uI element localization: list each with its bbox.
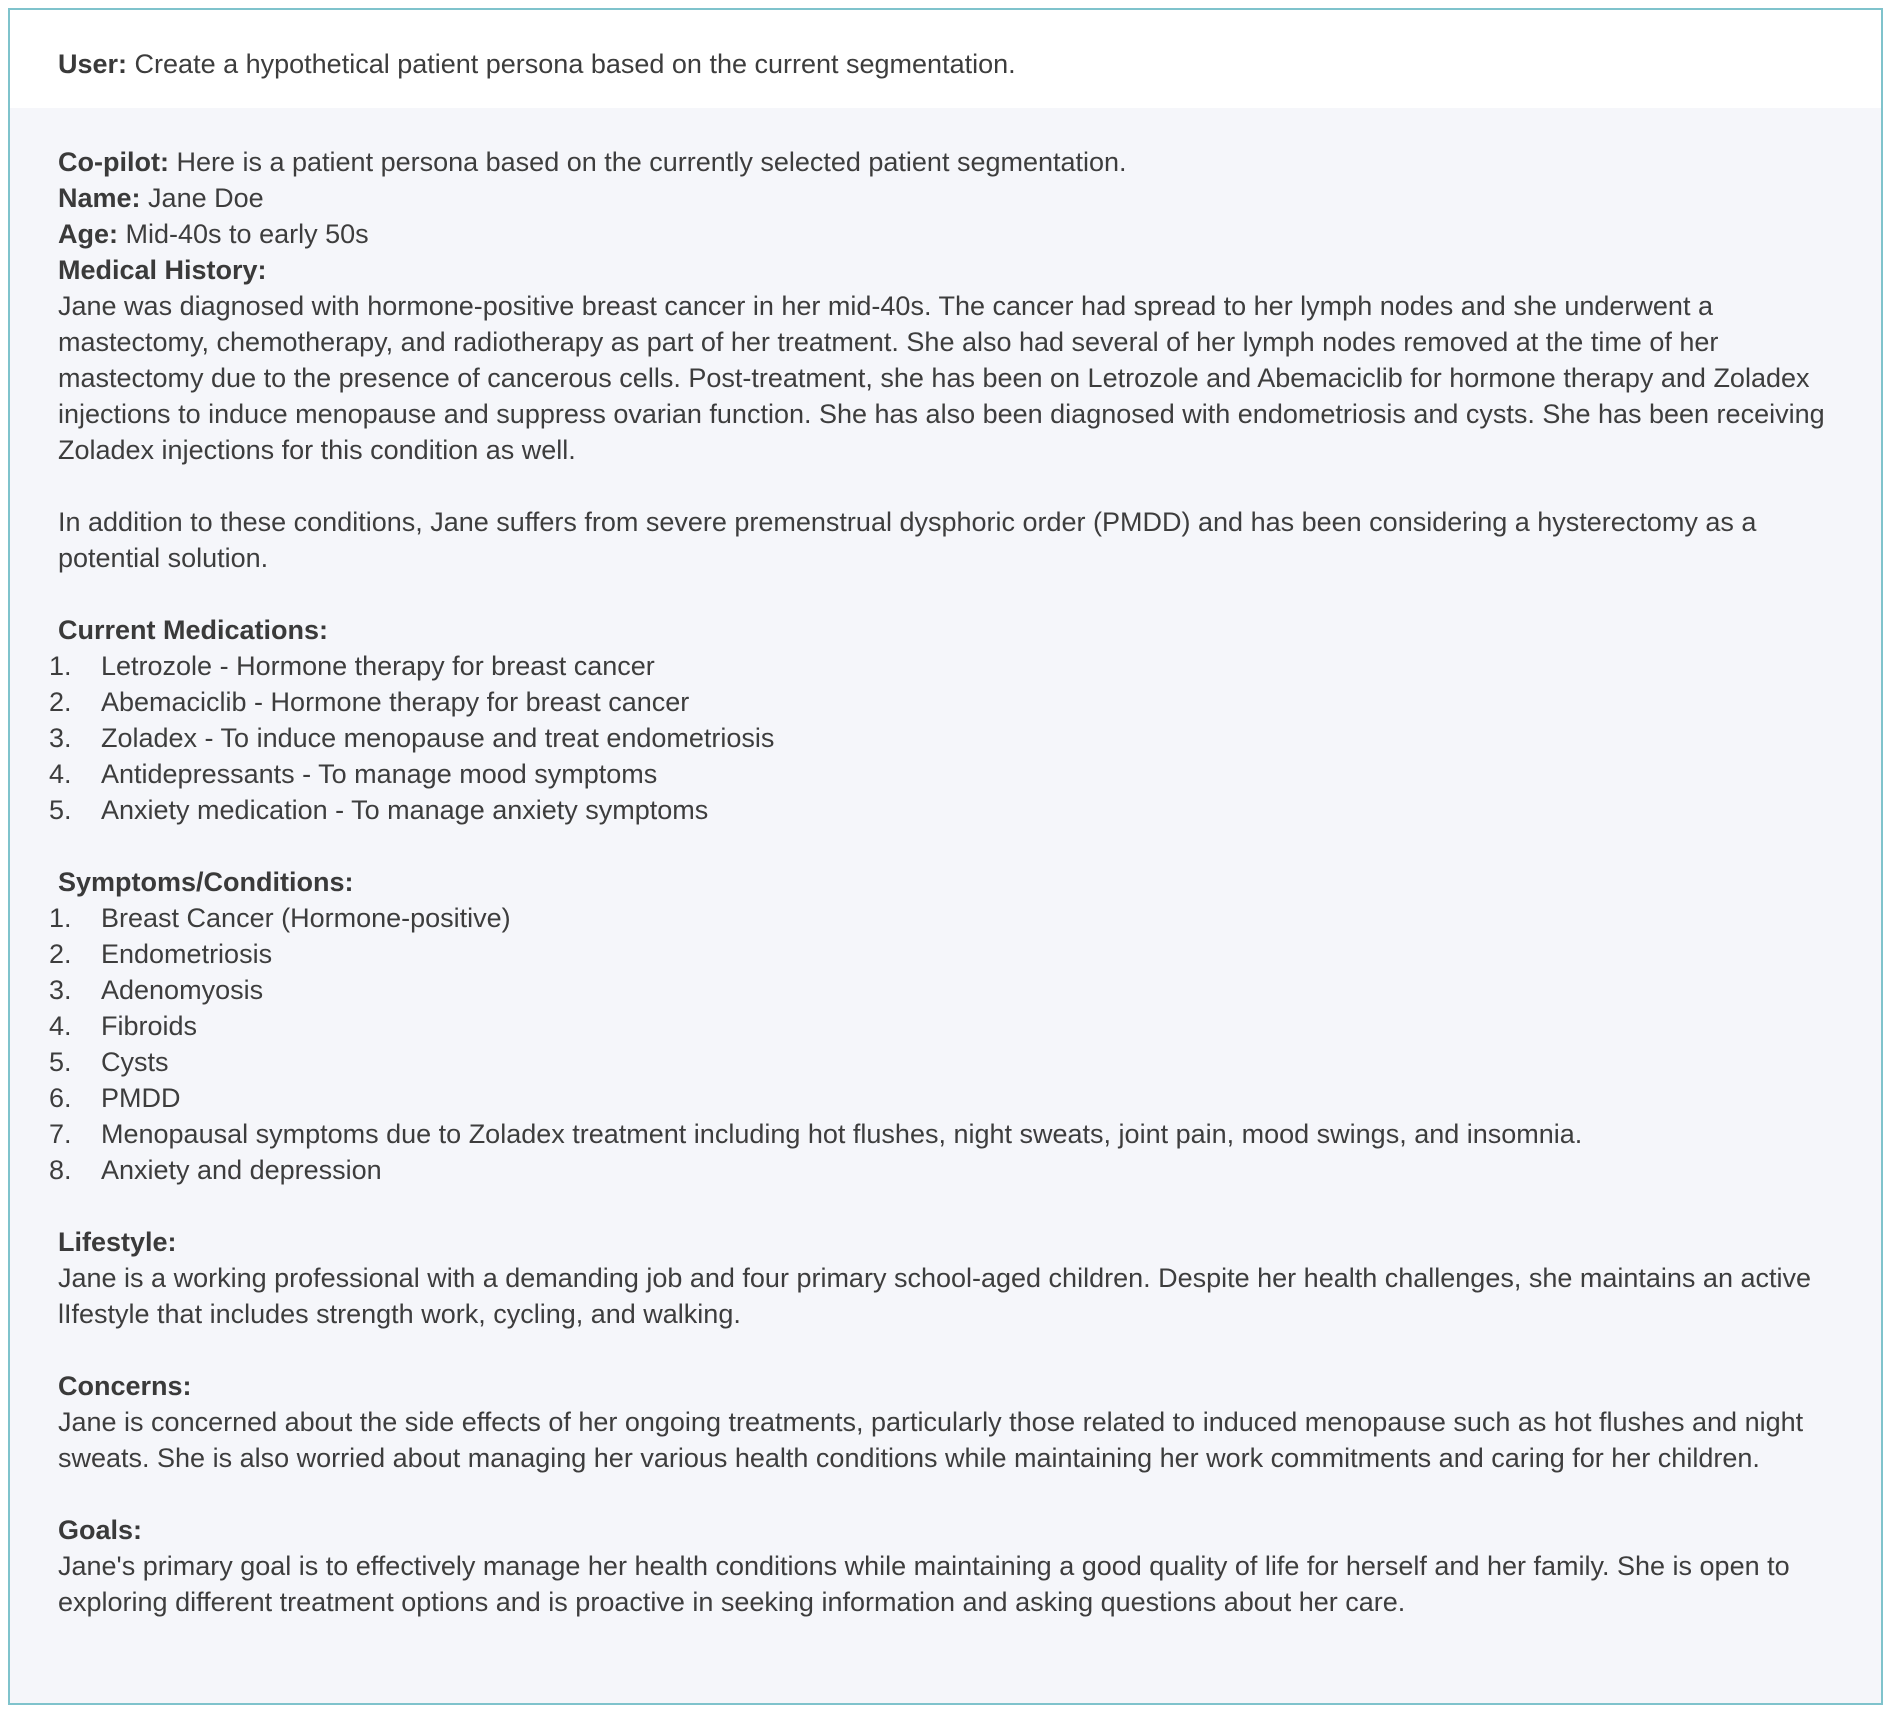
medical-history-paragraph-1: Jane was diagnosed with hormone-positive breast cancer in her mid-40s. The cancer had spread to her lymph nodes and she underwent a mastectomy, chemotherapy, and radiotherapy as part of her treatment. She also had several of her lymph nodes removed at the time of her mastectomy due to the presence of cancerous cells. Post-treatment, she has been on Letrozole and Abemaciclib for hormone therapy and Zoladex injections to induce menopause and suppress ovarian function. She has also been diagnosed with endometriosis and cysts. She has been receiving Zoladex injections for this condition as well. xyxy=(58,291,1825,465)
list-item: 5. Cysts xyxy=(49,1047,169,1077)
lifestyle-heading: Lifestyle: xyxy=(58,1227,177,1257)
list-item: 4. Antidepressants - To manage mood symptoms xyxy=(49,759,658,789)
list-item: 5. Anxiety medication - To manage anxiety symptoms xyxy=(49,795,709,825)
name-value: Jane Doe xyxy=(148,183,264,213)
list-item: 2. Abemaciclib - Hormone therapy for breast cancer xyxy=(49,687,690,717)
name-label: Name: xyxy=(58,183,141,213)
user-message-text: Create a hypothetical patient persona based on the current segmentation. xyxy=(134,49,1016,79)
age-value: Mid-40s to early 50s xyxy=(125,219,369,249)
medical-history-paragraph-2: In addition to these conditions, Jane suffers from severe premenstrual dysphoric order (PMDD) and has been considering a hysterectomy as a potential solution. xyxy=(58,507,1757,573)
medications-list xyxy=(49,648,1833,828)
conditions-list xyxy=(49,900,1833,1188)
persona-age-line xyxy=(58,216,1833,252)
age-label: Age: xyxy=(58,219,118,249)
chat-transcript xyxy=(8,8,1883,1705)
concerns-heading: Concerns: xyxy=(58,1371,192,1401)
list-item: 3. Adenomyosis xyxy=(49,975,264,1005)
list-item: 3. Zoladex - To induce menopause and treat endometriosis xyxy=(49,723,775,753)
goals-paragraph: Jane's primary goal is to effectively manage her health conditions while maintaining a good quality of life for herself and her family. She is open to exploring different treatment options and is proactive in seeking information and asking questions about her care. xyxy=(58,1551,1790,1617)
list-item: 4. Fibroids xyxy=(49,1011,198,1041)
list-item: 1. Letrozole - Hormone therapy for breast cancer xyxy=(49,651,655,681)
current-medications-heading: Current Medications: xyxy=(58,615,329,645)
list-item: 7. Menopausal symptoms due to Zoladex treatment including hot flushes, night sweats, joint pain, mood swings, and insomnia. xyxy=(49,1119,1583,1149)
list-item: 6. PMDD xyxy=(49,1083,181,1113)
copilot-intro-line xyxy=(58,144,1833,180)
goals-heading: Goals: xyxy=(58,1515,143,1545)
user-message xyxy=(10,10,1881,108)
medical-history-heading: Medical History: xyxy=(58,255,267,285)
list-item: 2. Endometriosis xyxy=(49,939,273,969)
copilot-message xyxy=(10,108,1881,1620)
symptoms-conditions-heading: Symptoms/Conditions: xyxy=(58,867,354,897)
list-item: 8. Anxiety and depression xyxy=(49,1155,382,1185)
concerns-paragraph: Jane is concerned about the side effects of her ongoing treatments, particularly those related to induced menopause such as hot flushes and night sweats. She is also worried about managing her various health conditions while maintaining her work commitments and caring for her children. xyxy=(58,1407,1804,1473)
lifestyle-paragraph: Jane is a working professional with a demanding job and four primary school-aged children. Despite her health challenges, she maintains an active lIfestyle that includes strength work, cycling, and walking. xyxy=(58,1263,1811,1329)
copilot-label: Co-pilot: xyxy=(58,147,169,177)
copilot-intro-text: Here is a patient persona based on the currently selected patient segmentation. xyxy=(176,147,1127,177)
list-item: 1. Breast Cancer (Hormone-positive) xyxy=(49,903,511,933)
user-label: User: xyxy=(58,49,128,79)
persona-name-line xyxy=(58,180,1833,216)
